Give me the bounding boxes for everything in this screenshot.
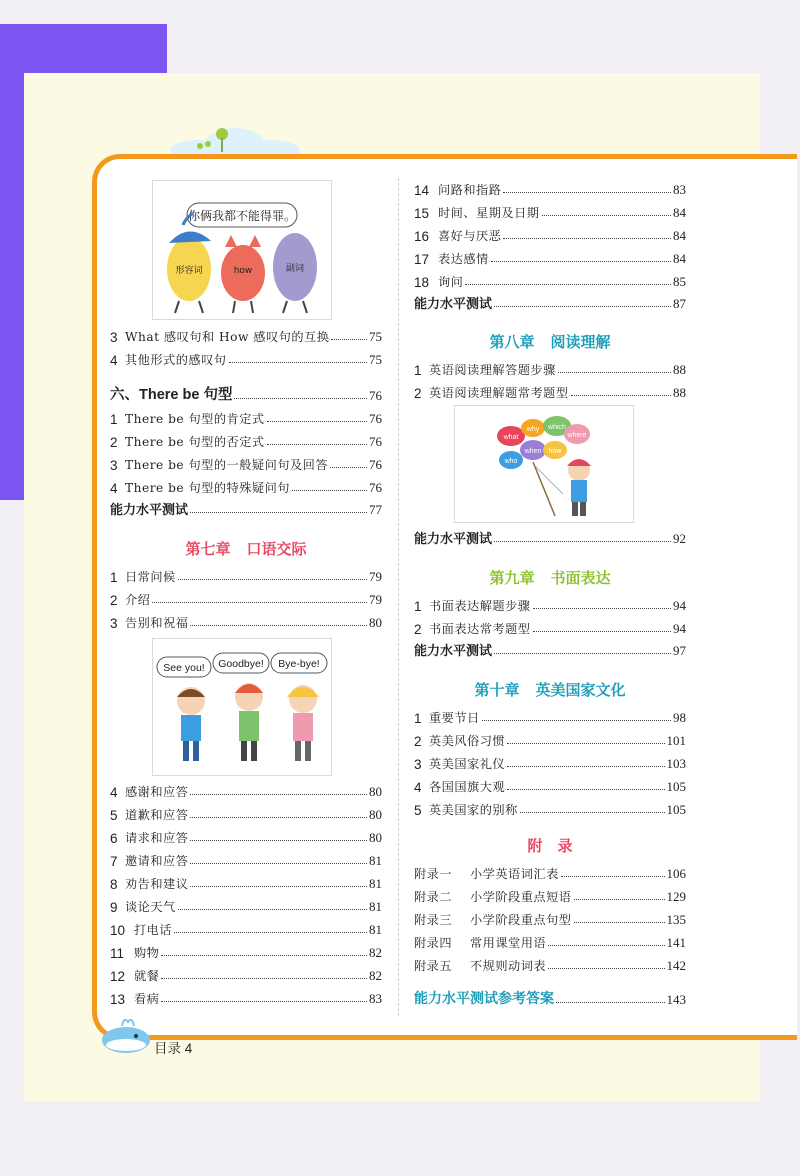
item-title: There be 句型的特殊疑问句 <box>125 481 290 495</box>
appendix-label: 附录四 <box>414 936 453 950</box>
cloud-decoration <box>160 118 310 158</box>
toc-section-heading[interactable] <box>110 384 382 404</box>
test-title: 能力水平测试 <box>414 643 493 658</box>
item-title: 邀请和应答 <box>125 854 189 868</box>
toc-item[interactable] <box>414 798 686 818</box>
chapter-heading[interactable] <box>414 331 686 352</box>
leader-dots <box>330 467 367 468</box>
item-number: 5 <box>414 803 422 818</box>
label-adjective: 形容词 <box>175 266 203 276</box>
page-number: 142 <box>666 958 686 973</box>
item-title: 小学阶段重点句型 <box>470 913 572 927</box>
item-number: 4 <box>110 481 118 496</box>
page-number: 143 <box>666 992 686 1007</box>
item-title: 感谢和应答 <box>125 785 189 799</box>
item-title: 各国国旗大观 <box>429 780 506 794</box>
leader-dots <box>174 932 367 933</box>
page-number: 81 <box>369 899 382 914</box>
toc-item[interactable] <box>414 270 686 290</box>
leader-dots <box>161 978 367 979</box>
toc-appendix-item[interactable] <box>414 885 686 905</box>
toc-item[interactable] <box>110 348 382 368</box>
chapter-number: 第七章 <box>185 541 231 558</box>
leader-dots <box>190 840 367 841</box>
toc-item[interactable] <box>414 617 686 637</box>
leader-dots <box>331 339 367 340</box>
whale-icon <box>100 1014 154 1054</box>
page-number: 92 <box>673 531 686 546</box>
balloon-what: what <box>503 434 519 441</box>
toc-item[interactable] <box>110 826 382 846</box>
leader-dots <box>190 863 367 864</box>
toc-item[interactable] <box>110 849 382 869</box>
toc-appendix-item[interactable] <box>414 954 686 974</box>
leader-dots <box>548 968 664 969</box>
item-title: 购物 <box>134 946 160 960</box>
toc-test-item[interactable] <box>414 527 686 547</box>
toc-item[interactable] <box>414 752 686 772</box>
chapter-heading[interactable] <box>414 679 686 700</box>
label-how: how <box>233 266 253 276</box>
item-number: 3 <box>414 757 422 772</box>
toc-item[interactable] <box>414 201 686 221</box>
page-number: 97 <box>673 643 686 658</box>
item-title: 问路和指路 <box>438 183 502 197</box>
item-title: There be 句型的否定式 <box>125 435 265 449</box>
label-adverb: 副词 <box>285 264 305 274</box>
toc-item[interactable] <box>414 381 686 401</box>
toc-item[interactable] <box>110 325 382 345</box>
page-number: 88 <box>673 385 686 400</box>
appendix-label: 附录五 <box>414 959 453 973</box>
toc-item[interactable] <box>110 941 382 961</box>
balloon-where: where <box>567 432 587 439</box>
item-number: 4 <box>414 780 422 795</box>
leader-dots <box>561 876 665 877</box>
toc-item[interactable] <box>110 918 382 938</box>
toc-item[interactable] <box>110 453 382 473</box>
chapter-heading[interactable] <box>414 567 686 588</box>
page-number: 103 <box>666 756 686 771</box>
item-title: 请求和应答 <box>125 831 189 845</box>
item-number: 15 <box>414 206 430 221</box>
toc-item[interactable] <box>414 775 686 795</box>
item-title: 打电话 <box>134 923 173 937</box>
item-title: 英语阅读理解题常考题型 <box>429 386 569 400</box>
leader-dots <box>533 608 672 609</box>
page-footer-label: 目录 4 <box>154 1041 193 1056</box>
page-number: 94 <box>673 621 686 636</box>
item-number: 1 <box>414 363 422 378</box>
toc-test-item[interactable] <box>414 292 686 312</box>
appendix-label: 附录二 <box>414 890 453 904</box>
item-title: 英美国家礼仪 <box>429 757 506 771</box>
page-number: 77 <box>369 502 382 517</box>
balloon-which: which <box>548 424 566 431</box>
toc-item[interactable] <box>414 224 686 244</box>
answers-title: 能力水平测试参考答案 <box>414 990 554 1006</box>
leader-dots <box>558 372 671 373</box>
chapter-number: 第十章 <box>474 682 520 699</box>
item-number: 9 <box>110 900 118 915</box>
page-number: 98 <box>673 710 686 725</box>
leader-dots <box>503 192 671 193</box>
item-number: 2 <box>414 386 422 401</box>
item-title: 看病 <box>134 992 160 1006</box>
leader-dots <box>292 490 367 491</box>
page-number: 76 <box>369 434 382 449</box>
chapter-name: 口语交际 <box>246 541 307 558</box>
illustration-question-balloons <box>454 405 634 523</box>
item-number: 6 <box>110 831 118 846</box>
toc-item[interactable] <box>110 611 382 631</box>
bubble-goodbye: Goodbye! <box>218 658 264 670</box>
item-number: 2 <box>110 435 118 450</box>
toc-item[interactable] <box>110 588 382 608</box>
item-title: There be 句型的肯定式 <box>125 412 265 426</box>
toc-item[interactable] <box>110 872 382 892</box>
appendix-label: 附录一 <box>414 867 453 881</box>
page-number: 81 <box>369 922 382 937</box>
leader-dots <box>482 720 671 721</box>
page-number: 135 <box>666 912 686 927</box>
test-title: 能力水平测试 <box>414 296 493 311</box>
leader-dots <box>507 789 664 790</box>
page-number: 80 <box>369 807 382 822</box>
toc-item[interactable] <box>414 706 686 726</box>
leader-dots <box>556 1002 665 1003</box>
chapter-heading[interactable] <box>110 538 382 559</box>
leader-dots <box>190 794 367 795</box>
page-number: 84 <box>673 251 686 266</box>
page-number: 79 <box>369 569 382 584</box>
item-title: 日常问候 <box>125 570 176 584</box>
page-number: 81 <box>369 853 382 868</box>
item-title: 常用课堂用语 <box>470 936 547 950</box>
item-title: 英美国家的别称 <box>429 803 518 817</box>
leader-dots <box>190 886 367 887</box>
page-number: 75 <box>369 329 382 344</box>
balloon-why: why <box>526 426 540 433</box>
leader-dots <box>190 817 367 818</box>
toc-test-item[interactable] <box>414 639 686 659</box>
item-number: 3 <box>110 616 118 631</box>
illustration-goodbye-kids <box>152 638 332 776</box>
page-number: 84 <box>673 228 686 243</box>
leader-dots <box>161 955 367 956</box>
item-title: 谈论天气 <box>125 900 176 914</box>
leader-dots <box>161 1001 367 1002</box>
item-number: 18 <box>414 275 430 290</box>
leader-dots <box>267 421 367 422</box>
item-number: 12 <box>110 969 126 984</box>
item-number: 2 <box>414 622 422 637</box>
page-number: 80 <box>369 830 382 845</box>
toc-appendix-item[interactable] <box>414 862 686 882</box>
item-number: 16 <box>414 229 430 244</box>
item-number: 1 <box>414 711 422 726</box>
item-number: 2 <box>414 734 422 749</box>
leader-dots <box>234 398 367 399</box>
leader-dots <box>494 653 671 654</box>
item-title: 喜好与厌恶 <box>438 229 502 243</box>
item-number: 13 <box>110 992 126 1007</box>
balloon-who: who <box>504 458 518 465</box>
item-title: 小学英语词汇表 <box>470 867 559 881</box>
page-number: 82 <box>369 945 382 960</box>
leader-dots <box>533 631 672 632</box>
leader-dots <box>491 261 671 262</box>
page-number: 82 <box>369 968 382 983</box>
chapter-number: 第八章 <box>489 334 535 351</box>
toc-item[interactable] <box>110 407 382 427</box>
appendix-title: 附 录 <box>527 838 573 855</box>
item-number: 5 <box>110 808 118 823</box>
leader-dots <box>152 602 367 603</box>
item-title: 询问 <box>438 275 464 289</box>
toc-item[interactable] <box>414 247 686 267</box>
test-title: 能力水平测试 <box>414 531 493 546</box>
page-number: 101 <box>666 733 686 748</box>
page-number: 94 <box>673 598 686 613</box>
page-number: 106 <box>666 866 686 881</box>
leader-dots <box>267 444 367 445</box>
item-title: There be 句型的一般疑问句及回答 <box>125 458 329 472</box>
leader-dots <box>520 812 665 813</box>
toc-appendix-item[interactable] <box>414 931 686 951</box>
column-divider <box>398 178 399 1016</box>
leader-dots <box>178 909 367 910</box>
item-number: 3 <box>110 330 118 345</box>
leader-dots <box>542 215 672 216</box>
item-number: 1 <box>110 412 118 427</box>
item-number: 2 <box>110 593 118 608</box>
page-number: 81 <box>369 876 382 891</box>
toc-item[interactable] <box>414 729 686 749</box>
item-number: 7 <box>110 854 118 869</box>
toc-appendix-item[interactable] <box>414 908 686 928</box>
item-title: 小学阶段重点短语 <box>470 890 572 904</box>
toc-item[interactable] <box>110 895 382 915</box>
item-number: 17 <box>414 252 430 267</box>
toc-item[interactable] <box>110 565 382 585</box>
leader-dots <box>494 306 671 307</box>
item-number: 11 <box>110 946 125 961</box>
leader-dots <box>548 945 664 946</box>
page-number: 80 <box>369 784 382 799</box>
item-number: 14 <box>414 183 430 198</box>
balloon-when: when <box>524 448 542 455</box>
page-number: 83 <box>369 991 382 1006</box>
toc-item[interactable] <box>414 178 686 198</box>
item-title: 重要节日 <box>429 711 480 725</box>
toc-item[interactable] <box>110 780 382 800</box>
toc-item[interactable] <box>110 803 382 823</box>
balloon-how: how <box>548 448 562 455</box>
item-number: 1 <box>110 570 118 585</box>
leader-dots <box>190 512 367 513</box>
item-title: 介绍 <box>125 593 151 607</box>
bubble-bye-bye: Bye-bye! <box>278 658 320 670</box>
toc-test-item[interactable] <box>110 498 382 518</box>
item-title: 英美风俗习惯 <box>429 734 506 748</box>
item-title: 道歉和应答 <box>125 808 189 822</box>
leader-dots <box>507 743 664 744</box>
page-number: 84 <box>673 205 686 220</box>
toc-item[interactable] <box>110 987 382 1007</box>
test-title: 能力水平测试 <box>110 502 189 517</box>
bubble-see-you: See you! <box>163 662 205 674</box>
page-number: 75 <box>369 352 382 367</box>
bubble-text: 你俩我都不能得罪。 <box>187 209 297 223</box>
chapter-number: 第九章 <box>489 570 535 587</box>
chapter-name: 书面表达 <box>550 570 611 587</box>
leader-dots <box>503 238 671 239</box>
item-title: 不规则动词表 <box>470 959 547 973</box>
item-title: What 感叹句和 How 感叹句的互换 <box>125 330 330 344</box>
item-number: 1 <box>414 599 422 614</box>
toc-item[interactable] <box>110 430 382 450</box>
leader-dots <box>465 284 671 285</box>
item-number: 4 <box>110 353 118 368</box>
item-title: 其他形式的感叹句 <box>125 353 227 367</box>
toc-item[interactable] <box>414 358 686 378</box>
toc-item[interactable] <box>414 594 686 614</box>
section-title: 六、There be 句型 <box>110 387 233 403</box>
leader-dots <box>178 579 367 580</box>
leader-dots <box>571 395 671 396</box>
toc-answers-item[interactable] <box>414 988 686 1008</box>
page-number: 105 <box>666 779 686 794</box>
page-number: 76 <box>369 388 382 403</box>
item-title: 劝告和建议 <box>125 877 189 891</box>
page-number: 76 <box>369 411 382 426</box>
item-title: 书面表达常考题型 <box>429 622 531 636</box>
leader-dots <box>494 541 671 542</box>
leader-dots <box>229 362 368 363</box>
page-number: 88 <box>673 362 686 377</box>
chapter-name: 英美国家文化 <box>535 682 626 699</box>
chapter-name: 阅读理解 <box>550 334 611 351</box>
page-number: 76 <box>369 480 382 495</box>
page-number: 76 <box>369 457 382 472</box>
page-number: 85 <box>673 274 686 289</box>
page-number: 141 <box>666 935 686 950</box>
leader-dots <box>190 625 367 626</box>
page-number: 80 <box>369 615 382 630</box>
item-title: 告别和祝福 <box>125 616 189 630</box>
leader-dots <box>507 766 664 767</box>
item-number: 10 <box>110 923 126 938</box>
page-number: 129 <box>666 889 686 904</box>
toc-item[interactable] <box>110 476 382 496</box>
item-title: 时间、星期及日期 <box>438 206 540 220</box>
toc-item[interactable] <box>110 964 382 984</box>
item-title: 英语阅读理解答题步骤 <box>429 363 556 377</box>
appendix-heading[interactable] <box>414 835 686 856</box>
item-number: 3 <box>110 458 118 473</box>
leader-dots <box>574 899 665 900</box>
page-number: 83 <box>673 182 686 197</box>
item-title: 就餐 <box>134 969 160 983</box>
leader-dots <box>574 922 665 923</box>
page-number: 87 <box>673 296 686 311</box>
item-number: 8 <box>110 877 118 892</box>
page-number: 105 <box>666 802 686 817</box>
appendix-label: 附录三 <box>414 913 453 927</box>
item-title: 书面表达解题步骤 <box>429 599 531 613</box>
page-number: 79 <box>369 592 382 607</box>
item-title: 表达感情 <box>438 252 489 266</box>
item-number: 4 <box>110 785 118 800</box>
illustration-word-characters <box>152 180 332 320</box>
